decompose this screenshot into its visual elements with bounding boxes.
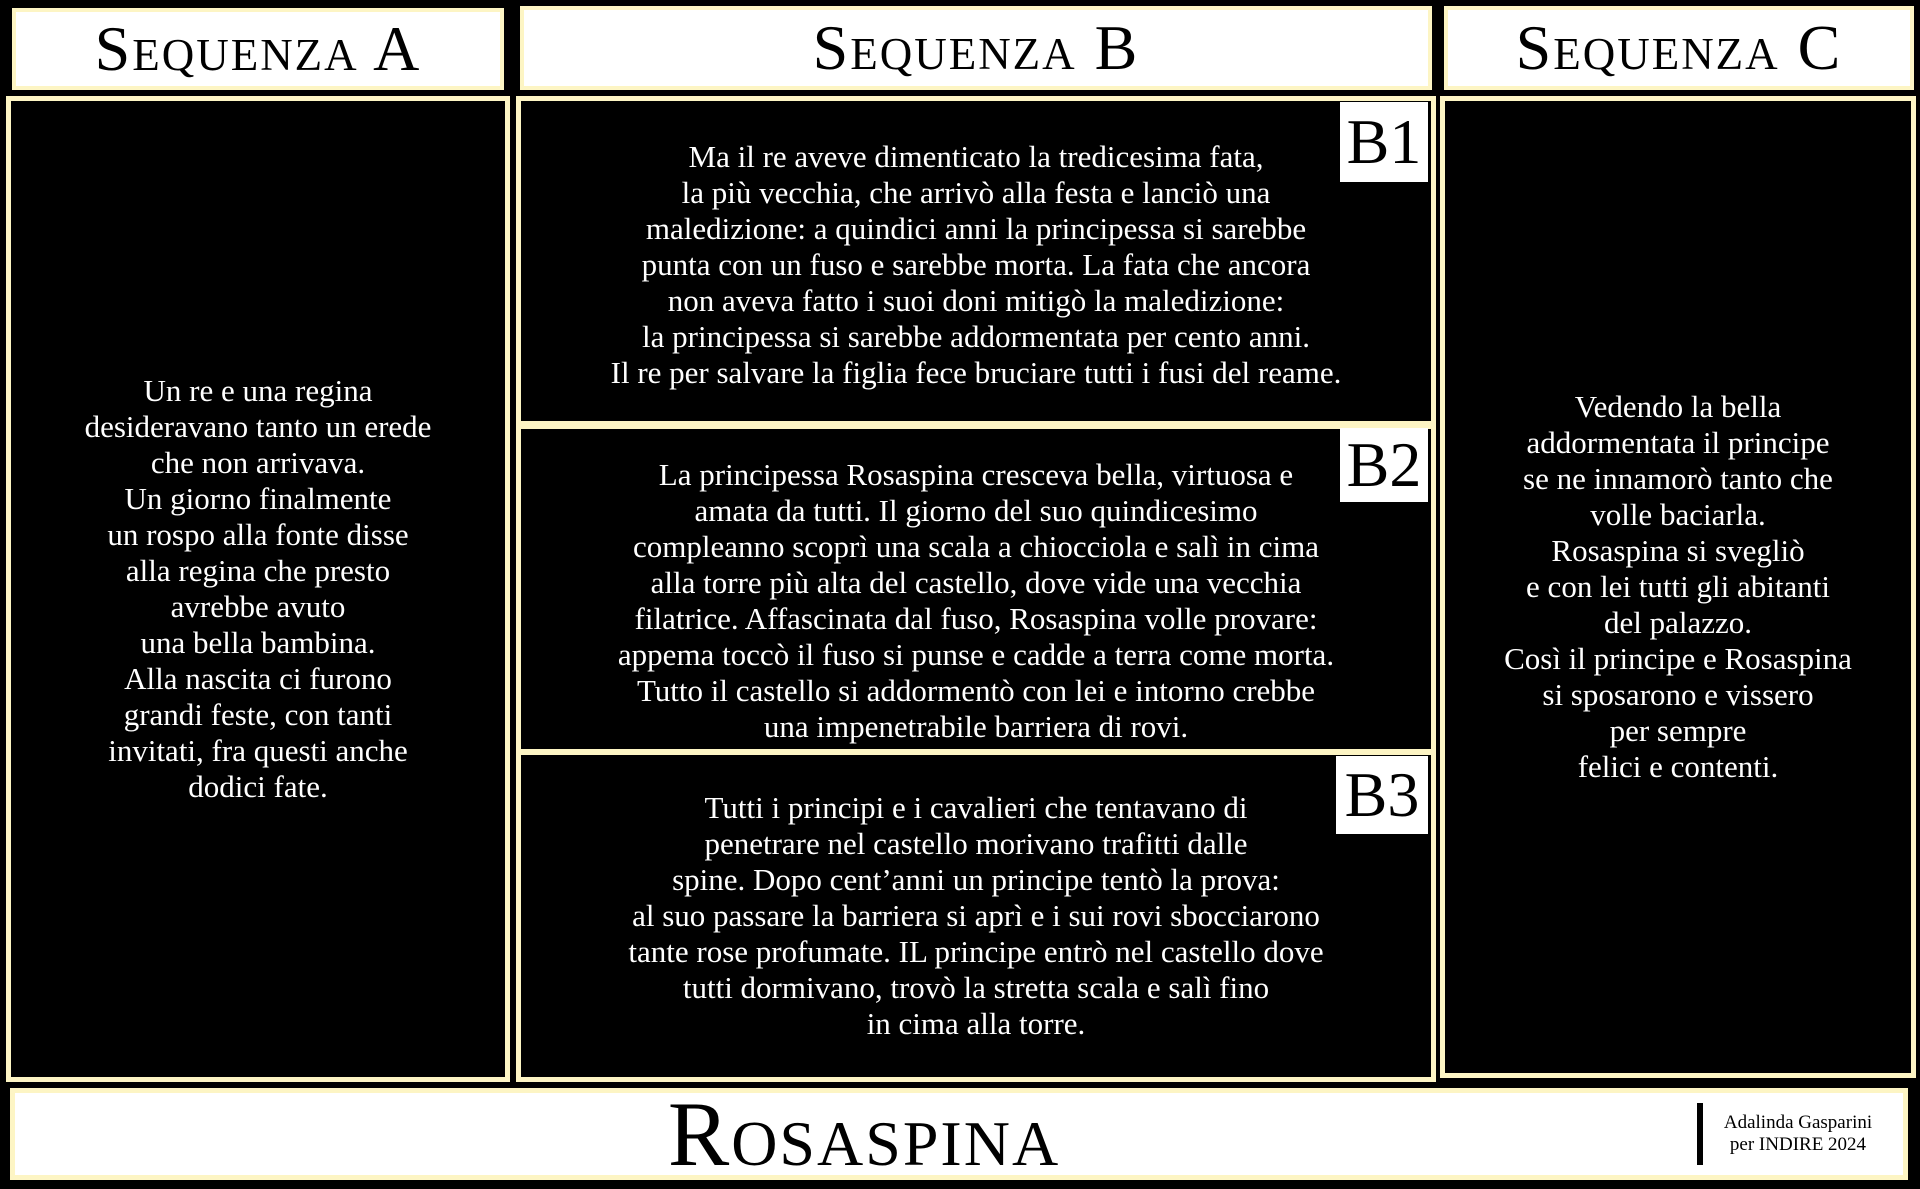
panel-sequenza-a [6, 96, 510, 1082]
b1-text: Ma il re aveve dimenticato la tredicesima fata, la più vecchia, che arrivò alla festa e lanciò una maledizione: a quindici anni la principessa si sarebbe punta con un fuso e sarebbe morta. La fata che ancora non aveva fatto i suoi doni mitigò la maledizione: la principessa si sarebbe addormentata per cento anni. Il re per salvare la figlia fece bruciare tutti i fusi del reame. [610, 139, 1342, 390]
header-sequenza-b-label: Sequenza B [812, 12, 1140, 83]
panel-sequenza-c [1440, 96, 1916, 1078]
b3-text: Tutti i principi e i cavalieri che tentavano di penetrare nel castello morivano trafitti dalle spine. Dopo cent’anni un principe tentò la prova: al suo passare la barriera si aprì e i sui rovi sbocciarono tante rose profumate. IL principe entrò nel castello dove tutti dormivano, trovò la stretta scala e salì fino in cima alla torre. [628, 790, 1324, 1041]
b3-tag: B3 [1336, 756, 1428, 834]
credit-block [1697, 1103, 1893, 1165]
panel-b3 [516, 750, 1436, 1082]
b2-text: La principessa Rosaspina cresceva bella, virtuosa e amata da tutti. Il giorno del suo quindicesimo compleanno scoprì una scala a chiocciola e salì in cima alla torre più alta del castello, dove vide una vecchia filatrice. Affascinata dal fuso, Rosaspina volle provare: appema toccò il fuso si punse e cadde a terra come morta. Tutto il castello si addormentò con lei e intorno crebbe una impenetrabile barriera di rovi. [617, 457, 1335, 744]
story-title: Rosaspina [667, 1083, 1061, 1185]
b2-tag: B2 [1340, 428, 1428, 502]
sequenza-c-text: Vedendo la bella addormentata il principe se ne innamorò tanto che volle baciarla. Rosaspina si svegliò e con lei tutti gli abitanti del palazzo. Così il principe e Rosaspina si sposarono e vissero per sempre felici e contenti. [1504, 389, 1852, 784]
header-sequenza-c [1444, 6, 1914, 90]
footer-title-bar [10, 1083, 1908, 1185]
header-sequenza-a [12, 8, 504, 90]
panel-b1 [516, 96, 1436, 426]
header-sequenza-b [520, 6, 1432, 90]
credit-author: Adalinda Gasparini [1723, 1112, 1873, 1133]
header-sequenza-c-label: Sequenza C [1515, 12, 1843, 83]
sequenza-a-text: Un re e una regina desideravano tanto un erede che non arrivava. Un giorno finalmente un rospo alla fonte disse alla regina che presto avrebbe avuto una bella bambina. Alla nascita ci furono grandi feste, con tanti invitati, fra questi anche dodici fate. [84, 373, 432, 804]
panel-b2 [516, 424, 1436, 754]
credit-publisher: per INDIRE 2024 [1729, 1134, 1867, 1155]
b1-tag: B1 [1340, 102, 1428, 182]
header-sequenza-a-label: Sequenza A [94, 13, 422, 84]
